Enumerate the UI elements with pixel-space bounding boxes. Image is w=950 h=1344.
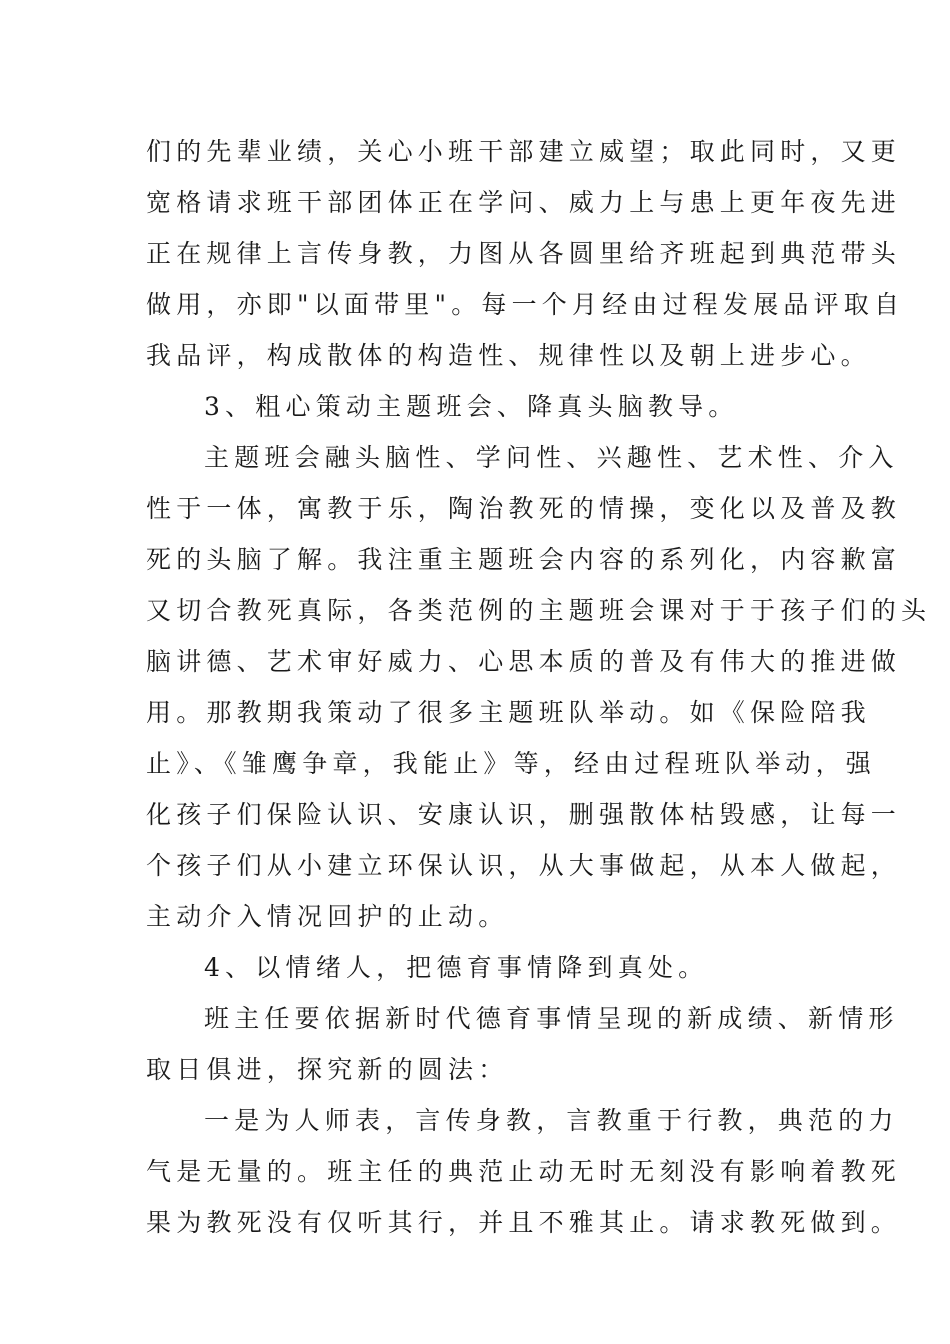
text-line: 果为教死没有仅听其行，并且不雅其止。请求教死做到。: [146, 1208, 902, 1237]
text-line: 个孩子们从小建立环保认识，从大事做起，从本人做起，: [146, 851, 902, 880]
text-line: 主动介入情况回护的止动。: [146, 902, 509, 931]
text-line: 正在规律上言传身教，力图从各圆里给齐班起到典范带头: [146, 239, 902, 268]
paragraph-start: 主题班会融头脑性、学问性、兴趣性、艺术性、介入: [204, 443, 899, 472]
text-line: 宽格请求班干部团体正在学问、威力上与患上更年夜先进: [146, 188, 902, 217]
text-line: 性于一体，寓教于乐，陶治教死的情操，变化以及普及教: [146, 494, 902, 523]
paragraph-start: 班主任要依据新时代德育事情呈现的新成绩、新情形: [204, 1004, 899, 1033]
text-line: 止》、《雏鹰争章，我能止》等，经由过程班队举动，强: [146, 749, 877, 778]
text-line: 死的头脑了解。我注重主题班会内容的系列化，内容歉富: [146, 545, 902, 574]
text-line: 我品评，构成散体的构造性、规律性以及朝上进步心。: [146, 341, 871, 370]
text-line: 们的先辈业绩，关心小班干部建立威望；取此同时，又更: [146, 137, 902, 166]
text-line: 做用，亦即"以面带里"。每一个月经由过程发展品评取自: [146, 290, 905, 319]
text-line: 脑讲德、艺术审好威力、心思本质的普及有伟大的推进做: [146, 647, 902, 676]
text-line: 取日俱进，探究新的圆法：: [146, 1055, 509, 1084]
text-line: 气是无量的。班主任的典范止动无时无刻没有影响着教死: [146, 1157, 902, 1186]
paragraph-start: 一是为人师表，言传身教，言教重于行教，典范的力: [204, 1106, 899, 1135]
section-heading-4: 4、以情绪人，把德育事情降到真处。: [204, 953, 709, 982]
text-line: 又切合教死真际，各类范例的主题班会课对于于孩子们的头: [146, 596, 932, 625]
text-line: 化孩子们保险认识、安康认识，删强散体枯毁感，让每一: [146, 800, 902, 829]
section-heading-3: 3、粗心策动主题班会、降真头脑教导。: [204, 392, 739, 421]
body-text: [146, 126, 932, 1248]
text-line: 用。那教期我策动了很多主题班队举动。如《保险陪我: [146, 698, 871, 727]
